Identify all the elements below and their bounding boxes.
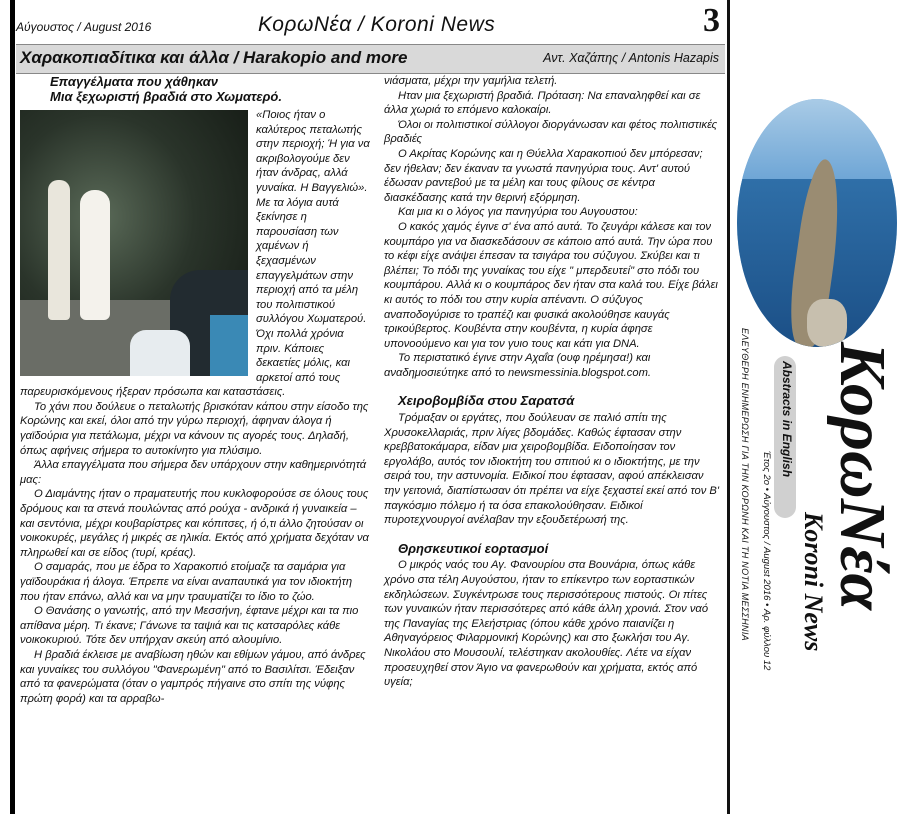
issue-info: Έτος 2ο • Αύγουστος / August 2016 • Αρ. φύλλου 12 — [761, 451, 772, 671]
article-paragraph: Ηταν μια ξεχωριστή βραδιά. Πρόταση: Να επαναληφθεί και σε άλλα χωριά το επόμενο καλοκαίρι. — [384, 89, 701, 117]
article-paragraph: Και μια κι ο λόγος για πανηγύρια του Αυγουστου: — [398, 206, 638, 219]
section-author: Αντ. Χαζάπης / Antonis Hazapis — [543, 51, 719, 65]
section-title: Χαρακοπιαδίτικα και άλλα / Harakopio and more — [20, 48, 408, 67]
header-title: ΚορωΝέα / Koroni News — [258, 13, 496, 36]
section-bar — [16, 44, 725, 74]
left-border — [10, 0, 15, 814]
article-paragraph: Ο Διαμάντης ήταν ο πραματευτής που κυκλοφορούσε σε όλους τους δρόμους και τα στενά πουλώντας από ρούχα - ανδρικά ή γυναικεία – και σεντόνια, μέχρι κουβαρίστρες και κόπιτσες, ή ό,τι άλλο ζητούσαν οι νοικοκυρές, μεγάλες ή μικρές σε ηλικία. Εκτός από χρήματα δεχόταν να πληρωθεί και σε είδος (τυρί, κρέας). — [20, 488, 369, 559]
abstracts-label: Abstracts in English — [780, 361, 794, 478]
article-intro: «Ποιος ήταν ο καλύτερος πεταλωτής στην περιοχή; Ή για να ακριβολογούμε δεν ήταν άνδρας, αλλά γυναίκα. Η Βαγγελιώ». Με τα λόγια αυτά ξεκίνησε η παρουσίαση των χαμένων ή ξεχασμένων επαγγελμάτων στην περιοχή από τα μέλη του πολιτιστικού συλλόγου Χωματερού. Όχι πολλά χρόνια πριν. Κάποιες δεκαετίες μόλις, και αρκετοί από τους παρευρισκόμενους ήξεραν πρόσωπα και καταστάσεις. — [20, 109, 370, 399]
article-paragraph: Ο σαμαράς, που με έδρα το Χαρακοπιό ετοίμαζε τα σαμάρια για γαϊδουράκια ή άλογα. Έπρεπε να είναι αναπαυτικά για τον ιδιοκτήτη που ήταν επάνω, αλλά και να μην τραυματίζει το ίδιο το ζώο. — [20, 561, 353, 603]
page-number: 3 — [703, 2, 720, 39]
article-paragraph: νιάσματα, μέχρι την γαμήλια τελετή. — [384, 75, 558, 87]
article2-title: Χειροβομβίδα στου Σαρατσά — [398, 393, 575, 409]
koroni-aerial-photo — [737, 99, 897, 347]
article-paragraph: Η βραδιά έκλεισε με αναβίωση ηθών και εθίμων γάμου, από άνδρες και γυναίκες του συλλόγου "Φανερωμένη" από το Βασιλίτσι. Έδειξαν από τα φανερώματα (όταν ο γαμπρός πήγαινε στο σπίτι της νύφης πρώτη φορά) και τα αρραβω- — [20, 648, 366, 705]
article-paragraph: Ο κακός χαμός έγινε σ' ένα από αυτά. Το ζευγάρι κάλεσε και τον κουμπάρο για να διασκεδάσουν σε κάποιο από αυτά. Την ώρα που το κέφι είχε ανάψει έπεσαν τα τσιγάρα του σύζυγου. Σκύβει και τι βλέπει; Το πόδι της γυναίκας του είχε " μπερδευτεί" στο πόδι του κουμπάρου. Αλλά κι ο κουμπάρος δεν ήταν στα καλά του. Είχε βάλει κι αυτός το πόδι του στην κυρία απέναντι. Ο σύζυγος αναποδογύρισε το τραπέζι και φυσικά ακολούθησε καυγάς τρικούβερτος. Κουβέντα στην κουβέντα, η κυρία άφησε υπονοούμενο και για τον γυιο τους και κάτι για DNA. — [384, 220, 718, 350]
masthead-koroni-news: Koroni News — [799, 512, 828, 652]
article-title-line2: Μια ξεχωριστή βραδιά στο Χωματερό. — [50, 89, 282, 104]
header-date: Αύγουστος / August 2016 — [16, 20, 152, 34]
article-paragraph: Ο Θανάσης ο γανωτής, από την Μεσσήνη, έφτανε μέχρι και τα πιο απίθανα μέρη. Τι έκανε; Γάνωνε τα ταψιά και τις κατσαρόλες κάθε νοικοκυριού. Τότε δεν υπήρχαν σκεύη από αλουμίνιο. — [20, 605, 359, 647]
article-paragraph: Όλοι οι πολιτιστικοί σύλλογοι διοργάνωσαν και φέτος πολιτιστικές βραδιές — [384, 118, 718, 146]
wedding-photo — [20, 110, 248, 376]
article-title-line1: Επαγγέλματα που χάθηκαν — [50, 74, 219, 89]
masthead-logo: ΚορωΝέα — [826, 342, 899, 610]
article2-text: Τρόμαξαν οι εργάτες, που δούλευαν σε παλιό σπίτι της Χρυσοκελλαριάς, πριν λίγες βδομάδες. Καθώς έφτασαν στην κρεββατοκάμαρα, είδαν μια χειροβομβίδα. Ειδοποίησαν τον εργολάβο, αυτός τον ιδιοκτήτη του σπιτιού κι ο ιδιοκτήτης, με την σειρά του, την αστυνομία. Ειδικοί που έφτασαν, αφού απέκλεισαν την γειτονιά, διαπίστωσαν ότι πρέπει να είχε ξεχαστεί εκεί από τον Β' παγκόσμιο πόλεμο ή τα όσα επακολούθησαν. Ειδικοί πυροτεχνουργοί ανέλαβαν την εξουδετέρωσή της. — [384, 412, 720, 527]
column-divider — [727, 0, 730, 814]
masthead-subtitle: ΕΛΕΥΘΕΡΗ ΕΝΗΜΕΡΩΣΗ ΓΙΑ ΤΗΝ ΚΟΡΩΝΗ ΚΑΙ ΤΗ ΝΟΤΙΑ ΜΕΣΣΗΝΙΑ — [740, 328, 750, 641]
right-column — [384, 74, 720, 690]
article-paragraph: Το χάνι που δούλευε ο πεταλωτής βρισκόταν κάπου στην είσοδο της Κορώνης και εκεί, όλοι από την γύρω περιοχή, άφηναν άλογα ή γαϊδούρια για πετάλωμα, μέχρι να κάνουν τις αγορές τους. Δηλαδή, όπως αφήνεις σήμερα το αυτοκίνητο για πλύσιμο. — [20, 400, 369, 457]
article-paragraph: Το περιστατικό έγινε στην Αχαΐα (ουφ ηρέμησα!) και αναδημοσιεύτηκε από το newsmessinia.blogspot.com. — [384, 352, 652, 379]
article3-text: Ο μικρός ναός του Αγ. Φανουρίου στα Βουνάρια, όπως κάθε χρόνο στα τέλη Αυγούστου, ήταν το επίκεντρο των εορταστικών εκδηλώσεων. Συγκέντρωσε τους περισσότερους πιστούς. Οι πίτες των γυναικών ήταν περισσότερες από κάθε άλλη χρονιά. Στον ναό της Παναγίας της Ελεήστριας (όπου κάθε χρόνο παιανίζει η Αθηναγόρειος Φιλαρμονική Κορώνης) και στο ξωκλήσι του Αγ. Νικολάου στο Μουσουλί, τελέστηκαν ακολουθίες. Λέτε να είχαν προσευχηθεί στον Άγιο να φανερωθούν και χρήματα, εκτός από υγεία; — [384, 559, 709, 689]
article-paragraph: Άλλα επαγγέλματα που σήμερα δεν υπάρχουν στην καθημερινότητά μας: — [20, 459, 367, 486]
article3-title: Θρησκευτικοί εορτασμοί — [398, 540, 549, 556]
article-paragraph: Ο Ακρίτας Κορώνης και η Θύελλα Χαρακοπιού δεν μπόρεσαν; δεν ήθελαν; δεν έκαναν τα γνωστά πανηγύρια τους. Αντ' αυτού έδωσαν ραντεβού με τα μέλη και τους φίλους σε κέντρα διασκέδασης κατά την θερινή εξόρμηση. — [384, 147, 703, 204]
left-column — [20, 74, 370, 706]
